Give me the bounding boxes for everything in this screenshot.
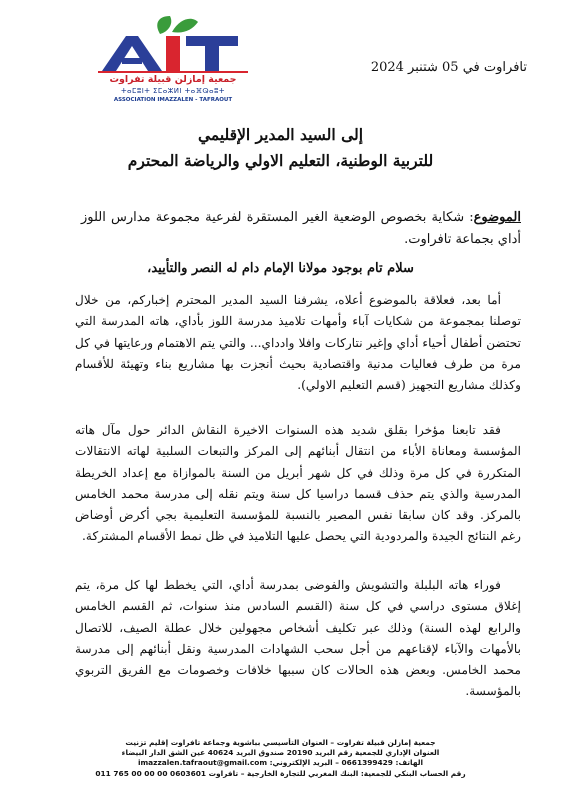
leaf-right-icon: [172, 19, 198, 33]
letter-date: تافراوت في 05 شتنبر 2024: [370, 60, 527, 75]
body-paragraph-3: فوراء هاته البلبلة والتشويش والفوضى بمدرسة أداي، التي يخطط لها كل مرة، يتم إغلاق مستوى دراسي في كل سنة (القسم السادس منذ سنوات، ثم القسم الخامس والرابع لهذه السنة) وذلك عبر تكليف أشخاص مجهولين خلال عطلة الصيف، للاتصال بالأمهات والآباء لإقناعهم من أجل سحب الشهادات المدرسية ونقل أبنائهم إلى مدرسة محمد الخامس. وبعض هذه الحالات كان سببها خلافات وخصومات مع الفريق التربوي بالمؤسسة.: [75, 578, 521, 699]
logo-french-name: ASSOCIATION IMAZZALEN - TAFRAOUT: [113, 97, 233, 103]
footer-line-2: العنوان الإداري للجمعية رقم البريد 20190 صندوق البريد 40624 عين الشق الدار البيضاء: [121, 748, 440, 758]
footer-line-4: رقم الحساب البنكي للجمعية: البنك المغربي للتجارة الخارجية – تافراوت 0603601 00 00 00 765 011: [95, 768, 466, 778]
footer-line-3: الهاتف: 0661399429 – البريد الإلكتروني: imazzalen.tafraout@gmail.com: [137, 758, 424, 768]
greeting: سلام تام بوجود مولانا الإمام دام له النصر والتأييد،: [147, 261, 414, 276]
leaf-left-icon: [157, 16, 171, 34]
subject-text: : شكاية بخصوص الوضعية الغير المستقرة لفرعية مجموعة مدارس اللوز أداي بجماعة تافراوت.: [81, 210, 521, 247]
logo-tifinagh-name: ⵜⴰⵎⵓⵏⵜ ⵉⵎⴰⵣⵍⵏ ⵜⴰⴼⵕⴰⵓⵜ: [121, 87, 225, 95]
recipient-line-2: للتربية الوطنية، التعليم الاولي والرياضة المحترم: [127, 151, 434, 170]
subject-label: الموضوع: [473, 210, 521, 225]
recipient-line-1: إلى السيد المدير الإقليمي: [197, 125, 364, 144]
letter-a-shape: [102, 36, 162, 71]
footer-line-1: جمعية إمازلن قبيلة تفراوت – العنوان التأسيسي بباشوية وجماعة تافراوت إقليم تزنيت: [125, 738, 436, 747]
logo-arabic-name: جمعية إمازلن قبيلة تفراوت: [109, 74, 237, 85]
ait-logo-mark: [88, 14, 258, 74]
association-logo: [88, 14, 258, 103]
subject-line: [81, 207, 521, 251]
body-paragraph-1: أما بعد، فعلاقة بالموضوع أعلاه، يشرفنا السيد المدير المحترم إخباركم، من خلال توصلنا بمجموعة من شكايات آباء وأمهات تلاميذ مدرسة اللوز بأداي، هاته المدرسة التي تحتضن أطفال أحياء أداي وإغير نتاركات وافلا وادداي... والتي يتم الاهتمام ورعايتها في كل مرة من طرف فعاليات مدنية واقتصادية بحيث أنجزت بها مشاريع بناء وتهيئة للأقسام وكذلك مشاريع التجهيز (قسم التعليم الاولي).: [75, 293, 521, 393]
letter-t-stem: [205, 36, 219, 71]
letterhead-footer: [20, 738, 541, 779]
body-paragraph-2: فقد تابعنا مؤخرا بقلق شديد هذه السنوات الاخيرة النقاش الدائر حول مآل هاته المؤسسة ومعاناة الأباء من انتقال أبنائهم إلى المركز والتبعات السلبية لهاته الانتقالات المتكررة في كل مرة وذلك في كل شهر أبريل من السنة بالموازاة مع إعداد الخريطة المدرسية والذي يتم حذف قسما دراسيا كل سنة ويتم نقله إلى مدرسة محمد الخامس بالمركز. وقد كان سابقا نفس المصير بالنسبة للمؤسسة التعليمية بجي أكرض أوضاض رغم النتائج الجيدة والمردودية التي يحصل عليها التلاميذ في ظل نمط الأقسام المشتركة.: [75, 423, 521, 544]
letter-i-shape: [166, 36, 180, 71]
